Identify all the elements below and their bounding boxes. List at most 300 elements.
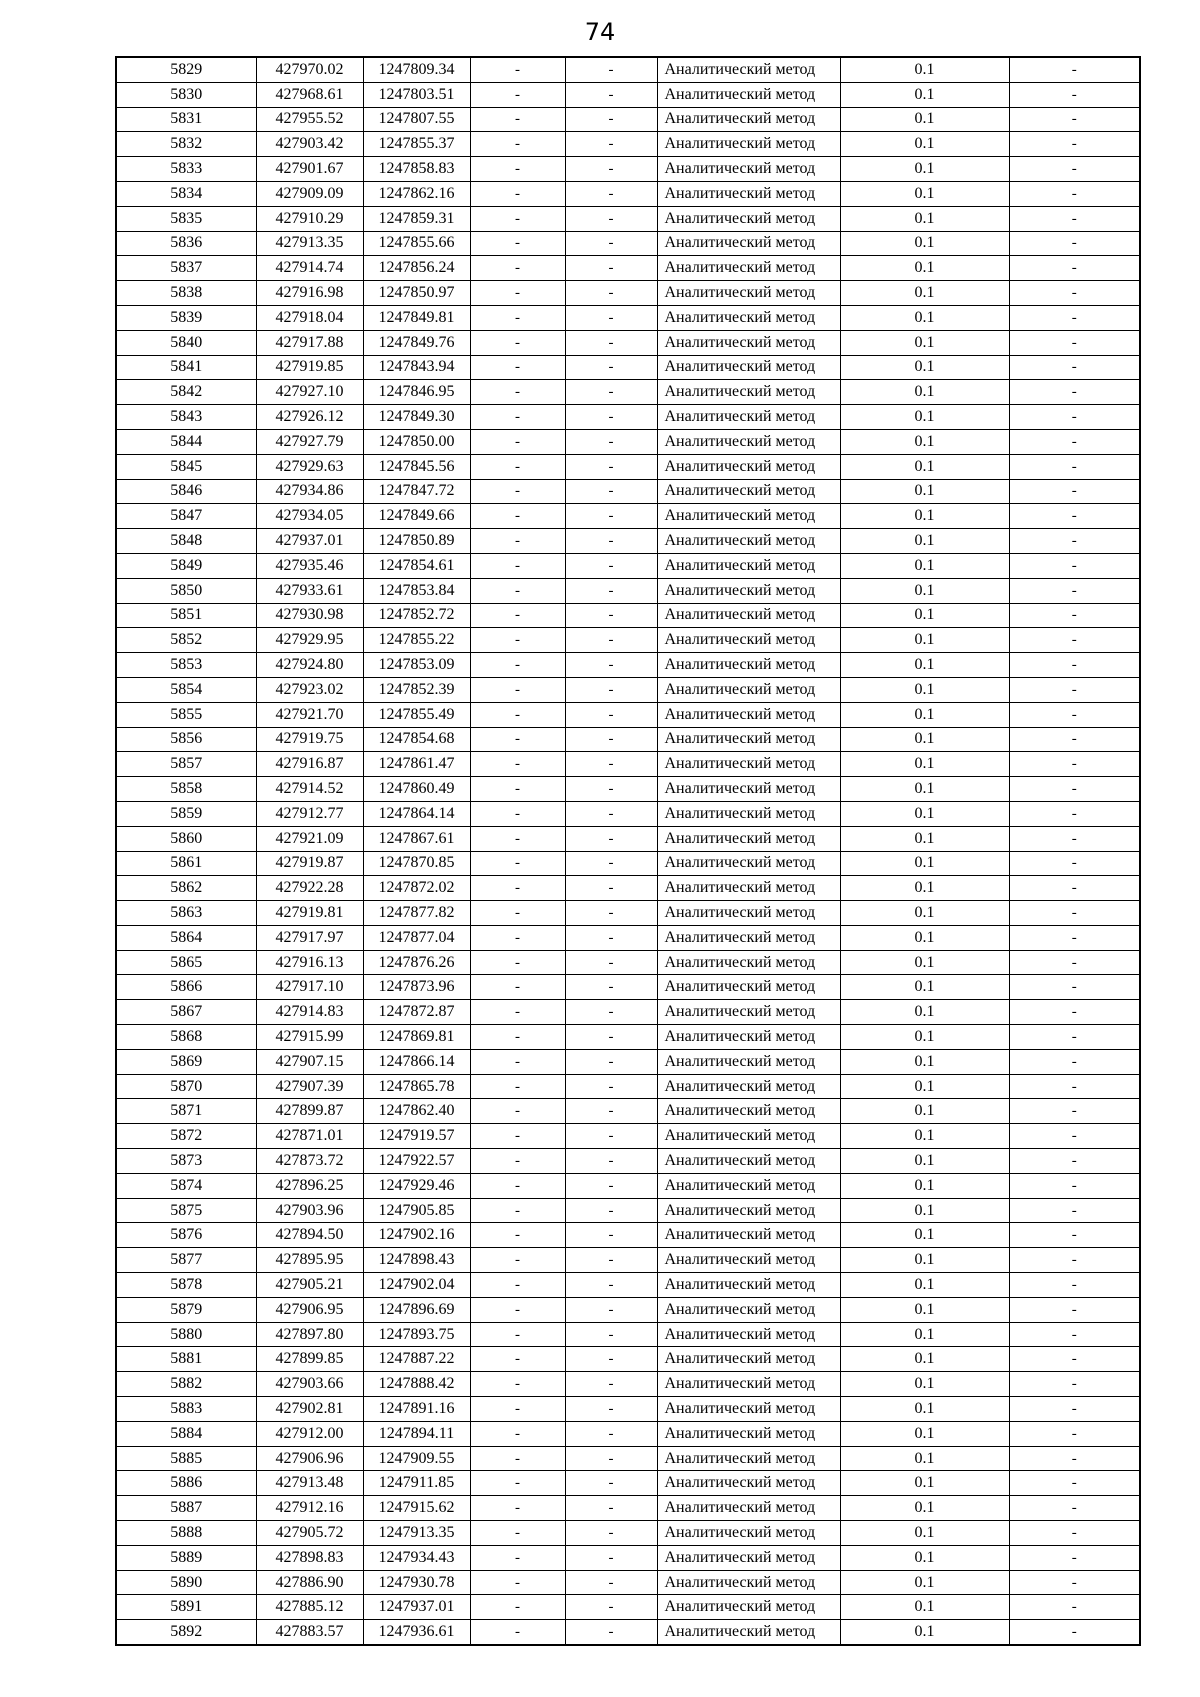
empty-value-cell: - [470,1297,565,1322]
x-coordinate-cell: 427926.12 [256,405,363,430]
y-coordinate-cell: 1247852.72 [363,603,470,628]
accuracy-cell: 0.1 [840,876,1009,901]
point-number-cell: 5849 [116,553,256,578]
empty-value-cell: - [470,677,565,702]
table-row [116,330,1140,355]
x-coordinate-cell: 427921.70 [256,702,363,727]
table-row [116,132,1140,157]
table-row [116,1223,1140,1248]
point-number-cell: 5890 [116,1570,256,1595]
point-number-cell: 5830 [116,82,256,107]
point-number-cell: 5889 [116,1545,256,1570]
accuracy-cell: 0.1 [840,305,1009,330]
empty-value-cell: - [565,578,657,603]
empty-value-cell: - [565,628,657,653]
empty-value-cell: - [470,281,565,306]
empty-value-cell: - [1009,925,1140,950]
y-coordinate-cell: 1247864.14 [363,801,470,826]
y-coordinate-cell: 1247915.62 [363,1496,470,1521]
empty-value-cell: - [1009,851,1140,876]
point-number-cell: 5852 [116,628,256,653]
empty-value-cell: - [470,1173,565,1198]
table-row [116,1198,1140,1223]
empty-value-cell: - [1009,1397,1140,1422]
empty-value-cell: - [565,1099,657,1124]
x-coordinate-cell: 427914.74 [256,256,363,281]
y-coordinate-cell: 1247865.78 [363,1074,470,1099]
x-coordinate-cell: 427907.39 [256,1074,363,1099]
point-number-cell: 5851 [116,603,256,628]
empty-value-cell: - [565,380,657,405]
accuracy-cell: 0.1 [840,1124,1009,1149]
y-coordinate-cell: 1247887.22 [363,1347,470,1372]
method-cell: Аналитический метод [657,1173,840,1198]
method-cell: Аналитический метод [657,851,840,876]
x-coordinate-cell: 427897.80 [256,1322,363,1347]
accuracy-cell: 0.1 [840,1074,1009,1099]
method-cell: Аналитический метод [657,1248,840,1273]
y-coordinate-cell: 1247855.66 [363,231,470,256]
y-coordinate-cell: 1247850.00 [363,429,470,454]
empty-value-cell: - [565,429,657,454]
empty-value-cell: - [470,1471,565,1496]
empty-value-cell: - [470,901,565,926]
x-coordinate-cell: 427919.81 [256,901,363,926]
empty-value-cell: - [1009,1446,1140,1471]
empty-value-cell: - [470,826,565,851]
empty-value-cell: - [1009,206,1140,231]
accuracy-cell: 0.1 [840,1248,1009,1273]
empty-value-cell: - [1009,504,1140,529]
table-row [116,1421,1140,1446]
empty-value-cell: - [565,504,657,529]
point-number-cell: 5887 [116,1496,256,1521]
x-coordinate-cell: 427919.85 [256,355,363,380]
y-coordinate-cell: 1247919.57 [363,1124,470,1149]
empty-value-cell: - [565,1173,657,1198]
method-cell: Аналитический метод [657,1521,840,1546]
x-coordinate-cell: 427917.88 [256,330,363,355]
method-cell: Аналитический метод [657,231,840,256]
empty-value-cell: - [1009,57,1140,82]
method-cell: Аналитический метод [657,355,840,380]
point-number-cell: 5862 [116,876,256,901]
x-coordinate-cell: 427914.83 [256,1000,363,1025]
method-cell: Аналитический метод [657,1570,840,1595]
table-row [116,281,1140,306]
accuracy-cell: 0.1 [840,1421,1009,1446]
empty-value-cell: - [565,82,657,107]
table-row [116,454,1140,479]
method-cell: Аналитический метод [657,1421,840,1446]
x-coordinate-cell: 427903.42 [256,132,363,157]
x-coordinate-cell: 427916.87 [256,752,363,777]
empty-value-cell: - [1009,479,1140,504]
empty-value-cell: - [470,1397,565,1422]
empty-value-cell: - [565,925,657,950]
y-coordinate-cell: 1247850.97 [363,281,470,306]
accuracy-cell: 0.1 [840,206,1009,231]
x-coordinate-cell: 427899.85 [256,1347,363,1372]
empty-value-cell: - [565,206,657,231]
accuracy-cell: 0.1 [840,1049,1009,1074]
empty-value-cell: - [470,1620,565,1645]
method-cell: Аналитический метод [657,82,840,107]
x-coordinate-cell: 427883.57 [256,1620,363,1645]
point-number-cell: 5870 [116,1074,256,1099]
table-row [116,901,1140,926]
x-coordinate-cell: 427886.90 [256,1570,363,1595]
empty-value-cell: - [565,826,657,851]
empty-value-cell: - [470,82,565,107]
accuracy-cell: 0.1 [840,801,1009,826]
method-cell: Аналитический метод [657,330,840,355]
accuracy-cell: 0.1 [840,281,1009,306]
accuracy-cell: 0.1 [840,1595,1009,1620]
empty-value-cell: - [565,1496,657,1521]
y-coordinate-cell: 1247862.16 [363,181,470,206]
x-coordinate-cell: 427871.01 [256,1124,363,1149]
empty-value-cell: - [1009,1297,1140,1322]
x-coordinate-cell: 427885.12 [256,1595,363,1620]
table-row [116,529,1140,554]
method-cell: Аналитический метод [657,1297,840,1322]
empty-value-cell: - [470,181,565,206]
point-number-cell: 5845 [116,454,256,479]
empty-value-cell: - [565,1297,657,1322]
accuracy-cell: 0.1 [840,653,1009,678]
point-number-cell: 5854 [116,677,256,702]
y-coordinate-cell: 1247855.49 [363,702,470,727]
y-coordinate-cell: 1247866.14 [363,1049,470,1074]
accuracy-cell: 0.1 [840,57,1009,82]
method-cell: Аналитический метод [657,454,840,479]
accuracy-cell: 0.1 [840,1198,1009,1223]
accuracy-cell: 0.1 [840,1025,1009,1050]
y-coordinate-cell: 1247854.61 [363,553,470,578]
method-cell: Аналитический метод [657,1198,840,1223]
empty-value-cell: - [565,1273,657,1298]
accuracy-cell: 0.1 [840,702,1009,727]
point-number-cell: 5868 [116,1025,256,1050]
empty-value-cell: - [470,107,565,132]
point-number-cell: 5880 [116,1322,256,1347]
accuracy-cell: 0.1 [840,1372,1009,1397]
x-coordinate-cell: 427910.29 [256,206,363,231]
accuracy-cell: 0.1 [840,355,1009,380]
empty-value-cell: - [1009,1198,1140,1223]
y-coordinate-cell: 1247807.55 [363,107,470,132]
empty-value-cell: - [565,157,657,182]
point-number-cell: 5891 [116,1595,256,1620]
empty-value-cell: - [470,504,565,529]
empty-value-cell: - [470,603,565,628]
table-row [116,181,1140,206]
empty-value-cell: - [565,553,657,578]
empty-value-cell: - [565,1595,657,1620]
empty-value-cell: - [1009,1273,1140,1298]
empty-value-cell: - [565,901,657,926]
table-row [116,653,1140,678]
point-number-cell: 5874 [116,1173,256,1198]
coordinates-table [115,56,1141,1646]
empty-value-cell: - [1009,454,1140,479]
table-row [116,628,1140,653]
table-row [116,553,1140,578]
empty-value-cell: - [1009,653,1140,678]
point-number-cell: 5892 [116,1620,256,1645]
y-coordinate-cell: 1247855.37 [363,132,470,157]
empty-value-cell: - [470,1570,565,1595]
point-number-cell: 5843 [116,405,256,430]
accuracy-cell: 0.1 [840,1446,1009,1471]
x-coordinate-cell: 427955.52 [256,107,363,132]
method-cell: Аналитический метод [657,801,840,826]
empty-value-cell: - [1009,529,1140,554]
empty-value-cell: - [565,405,657,430]
empty-value-cell: - [470,57,565,82]
table-row [116,107,1140,132]
page-number: 74 [584,18,616,46]
method-cell: Аналитический метод [657,578,840,603]
method-cell: Аналитический метод [657,1025,840,1050]
y-coordinate-cell: 1247843.94 [363,355,470,380]
y-coordinate-cell: 1247847.72 [363,479,470,504]
x-coordinate-cell: 427903.66 [256,1372,363,1397]
accuracy-cell: 0.1 [840,975,1009,1000]
accuracy-cell: 0.1 [840,925,1009,950]
x-coordinate-cell: 427898.83 [256,1545,363,1570]
point-number-cell: 5847 [116,504,256,529]
empty-value-cell: - [565,727,657,752]
empty-value-cell: - [1009,157,1140,182]
point-number-cell: 5860 [116,826,256,851]
y-coordinate-cell: 1247905.85 [363,1198,470,1223]
empty-value-cell: - [565,1248,657,1273]
empty-value-cell: - [470,1496,565,1521]
point-number-cell: 5881 [116,1347,256,1372]
table-row [116,1570,1140,1595]
x-coordinate-cell: 427914.52 [256,777,363,802]
y-coordinate-cell: 1247936.61 [363,1620,470,1645]
empty-value-cell: - [1009,1173,1140,1198]
x-coordinate-cell: 427896.25 [256,1173,363,1198]
table-row [116,206,1140,231]
accuracy-cell: 0.1 [840,851,1009,876]
point-number-cell: 5855 [116,702,256,727]
method-cell: Аналитический метод [657,305,840,330]
empty-value-cell: - [470,727,565,752]
empty-value-cell: - [470,355,565,380]
y-coordinate-cell: 1247937.01 [363,1595,470,1620]
empty-value-cell: - [565,1372,657,1397]
empty-value-cell: - [565,1198,657,1223]
method-cell: Аналитический метод [657,553,840,578]
accuracy-cell: 0.1 [840,454,1009,479]
empty-value-cell: - [565,479,657,504]
empty-value-cell: - [1009,628,1140,653]
y-coordinate-cell: 1247809.34 [363,57,470,82]
table-row [116,1521,1140,1546]
empty-value-cell: - [1009,256,1140,281]
empty-value-cell: - [470,702,565,727]
empty-value-cell: - [1009,181,1140,206]
table-row [116,82,1140,107]
accuracy-cell: 0.1 [840,727,1009,752]
empty-value-cell: - [470,752,565,777]
empty-value-cell: - [1009,1149,1140,1174]
x-coordinate-cell: 427937.01 [256,529,363,554]
empty-value-cell: - [565,1025,657,1050]
method-cell: Аналитический метод [657,1446,840,1471]
table-row [116,429,1140,454]
y-coordinate-cell: 1247867.61 [363,826,470,851]
method-cell: Аналитический метод [657,1000,840,1025]
table-row [116,727,1140,752]
table-row [116,1347,1140,1372]
method-cell: Аналитический метод [657,1273,840,1298]
accuracy-cell: 0.1 [840,1297,1009,1322]
point-number-cell: 5832 [116,132,256,157]
y-coordinate-cell: 1247929.46 [363,1173,470,1198]
x-coordinate-cell: 427902.81 [256,1397,363,1422]
table-row [116,1297,1140,1322]
method-cell: Аналитический метод [657,479,840,504]
accuracy-cell: 0.1 [840,578,1009,603]
empty-value-cell: - [470,1446,565,1471]
y-coordinate-cell: 1247860.49 [363,777,470,802]
point-number-cell: 5831 [116,107,256,132]
empty-value-cell: - [1009,1620,1140,1645]
empty-value-cell: - [565,702,657,727]
empty-value-cell: - [470,454,565,479]
accuracy-cell: 0.1 [840,132,1009,157]
empty-value-cell: - [470,1074,565,1099]
method-cell: Аналитический метод [657,1099,840,1124]
point-number-cell: 5875 [116,1198,256,1223]
empty-value-cell: - [1009,1570,1140,1595]
method-cell: Аналитический метод [657,1223,840,1248]
point-number-cell: 5864 [116,925,256,950]
method-cell: Аналитический метод [657,876,840,901]
empty-value-cell: - [470,405,565,430]
table-row [116,1595,1140,1620]
empty-value-cell: - [565,231,657,256]
table-row [116,57,1140,82]
empty-value-cell: - [1009,1223,1140,1248]
empty-value-cell: - [470,777,565,802]
accuracy-cell: 0.1 [840,1397,1009,1422]
method-cell: Аналитический метод [657,1496,840,1521]
point-number-cell: 5877 [116,1248,256,1273]
method-cell: Аналитический метод [657,603,840,628]
empty-value-cell: - [470,1545,565,1570]
table-row [116,1000,1140,1025]
y-coordinate-cell: 1247849.30 [363,405,470,430]
accuracy-cell: 0.1 [840,901,1009,926]
empty-value-cell: - [1009,1496,1140,1521]
y-coordinate-cell: 1247922.57 [363,1149,470,1174]
empty-value-cell: - [470,925,565,950]
table-row [116,752,1140,777]
empty-value-cell: - [1009,82,1140,107]
x-coordinate-cell: 427913.35 [256,231,363,256]
empty-value-cell: - [1009,1545,1140,1570]
table-row [116,1149,1140,1174]
x-coordinate-cell: 427927.79 [256,429,363,454]
accuracy-cell: 0.1 [840,603,1009,628]
empty-value-cell: - [470,1595,565,1620]
y-coordinate-cell: 1247898.43 [363,1248,470,1273]
accuracy-cell: 0.1 [840,1173,1009,1198]
y-coordinate-cell: 1247888.42 [363,1372,470,1397]
accuracy-cell: 0.1 [840,529,1009,554]
empty-value-cell: - [470,975,565,1000]
x-coordinate-cell: 427929.63 [256,454,363,479]
x-coordinate-cell: 427916.13 [256,950,363,975]
empty-value-cell: - [565,677,657,702]
table-row [116,1372,1140,1397]
empty-value-cell: - [565,752,657,777]
method-cell: Аналитический метод [657,950,840,975]
empty-value-cell: - [1009,901,1140,926]
empty-value-cell: - [565,355,657,380]
empty-value-cell: - [470,801,565,826]
empty-value-cell: - [565,1446,657,1471]
point-number-cell: 5844 [116,429,256,454]
empty-value-cell: - [1009,1049,1140,1074]
y-coordinate-cell: 1247870.85 [363,851,470,876]
method-cell: Аналитический метод [657,380,840,405]
empty-value-cell: - [565,1074,657,1099]
point-number-cell: 5840 [116,330,256,355]
x-coordinate-cell: 427922.28 [256,876,363,901]
empty-value-cell: - [1009,1347,1140,1372]
x-coordinate-cell: 427929.95 [256,628,363,653]
empty-value-cell: - [565,132,657,157]
empty-value-cell: - [470,1347,565,1372]
accuracy-cell: 0.1 [840,1322,1009,1347]
empty-value-cell: - [565,1049,657,1074]
table-row [116,231,1140,256]
point-number-cell: 5834 [116,181,256,206]
accuracy-cell: 0.1 [840,1521,1009,1546]
point-number-cell: 5837 [116,256,256,281]
empty-value-cell: - [565,777,657,802]
empty-value-cell: - [470,231,565,256]
point-number-cell: 5838 [116,281,256,306]
y-coordinate-cell: 1247872.02 [363,876,470,901]
table-row [116,1273,1140,1298]
point-number-cell: 5872 [116,1124,256,1149]
empty-value-cell: - [470,578,565,603]
accuracy-cell: 0.1 [840,231,1009,256]
point-number-cell: 5865 [116,950,256,975]
x-coordinate-cell: 427912.77 [256,801,363,826]
table-row [116,1074,1140,1099]
x-coordinate-cell: 427934.86 [256,479,363,504]
empty-value-cell: - [470,429,565,454]
y-coordinate-cell: 1247877.82 [363,901,470,926]
y-coordinate-cell: 1247913.35 [363,1521,470,1546]
point-number-cell: 5846 [116,479,256,504]
method-cell: Аналитический метод [657,504,840,529]
empty-value-cell: - [470,876,565,901]
x-coordinate-cell: 427899.87 [256,1099,363,1124]
method-cell: Аналитический метод [657,1347,840,1372]
empty-value-cell: - [1009,876,1140,901]
empty-value-cell: - [1009,1025,1140,1050]
